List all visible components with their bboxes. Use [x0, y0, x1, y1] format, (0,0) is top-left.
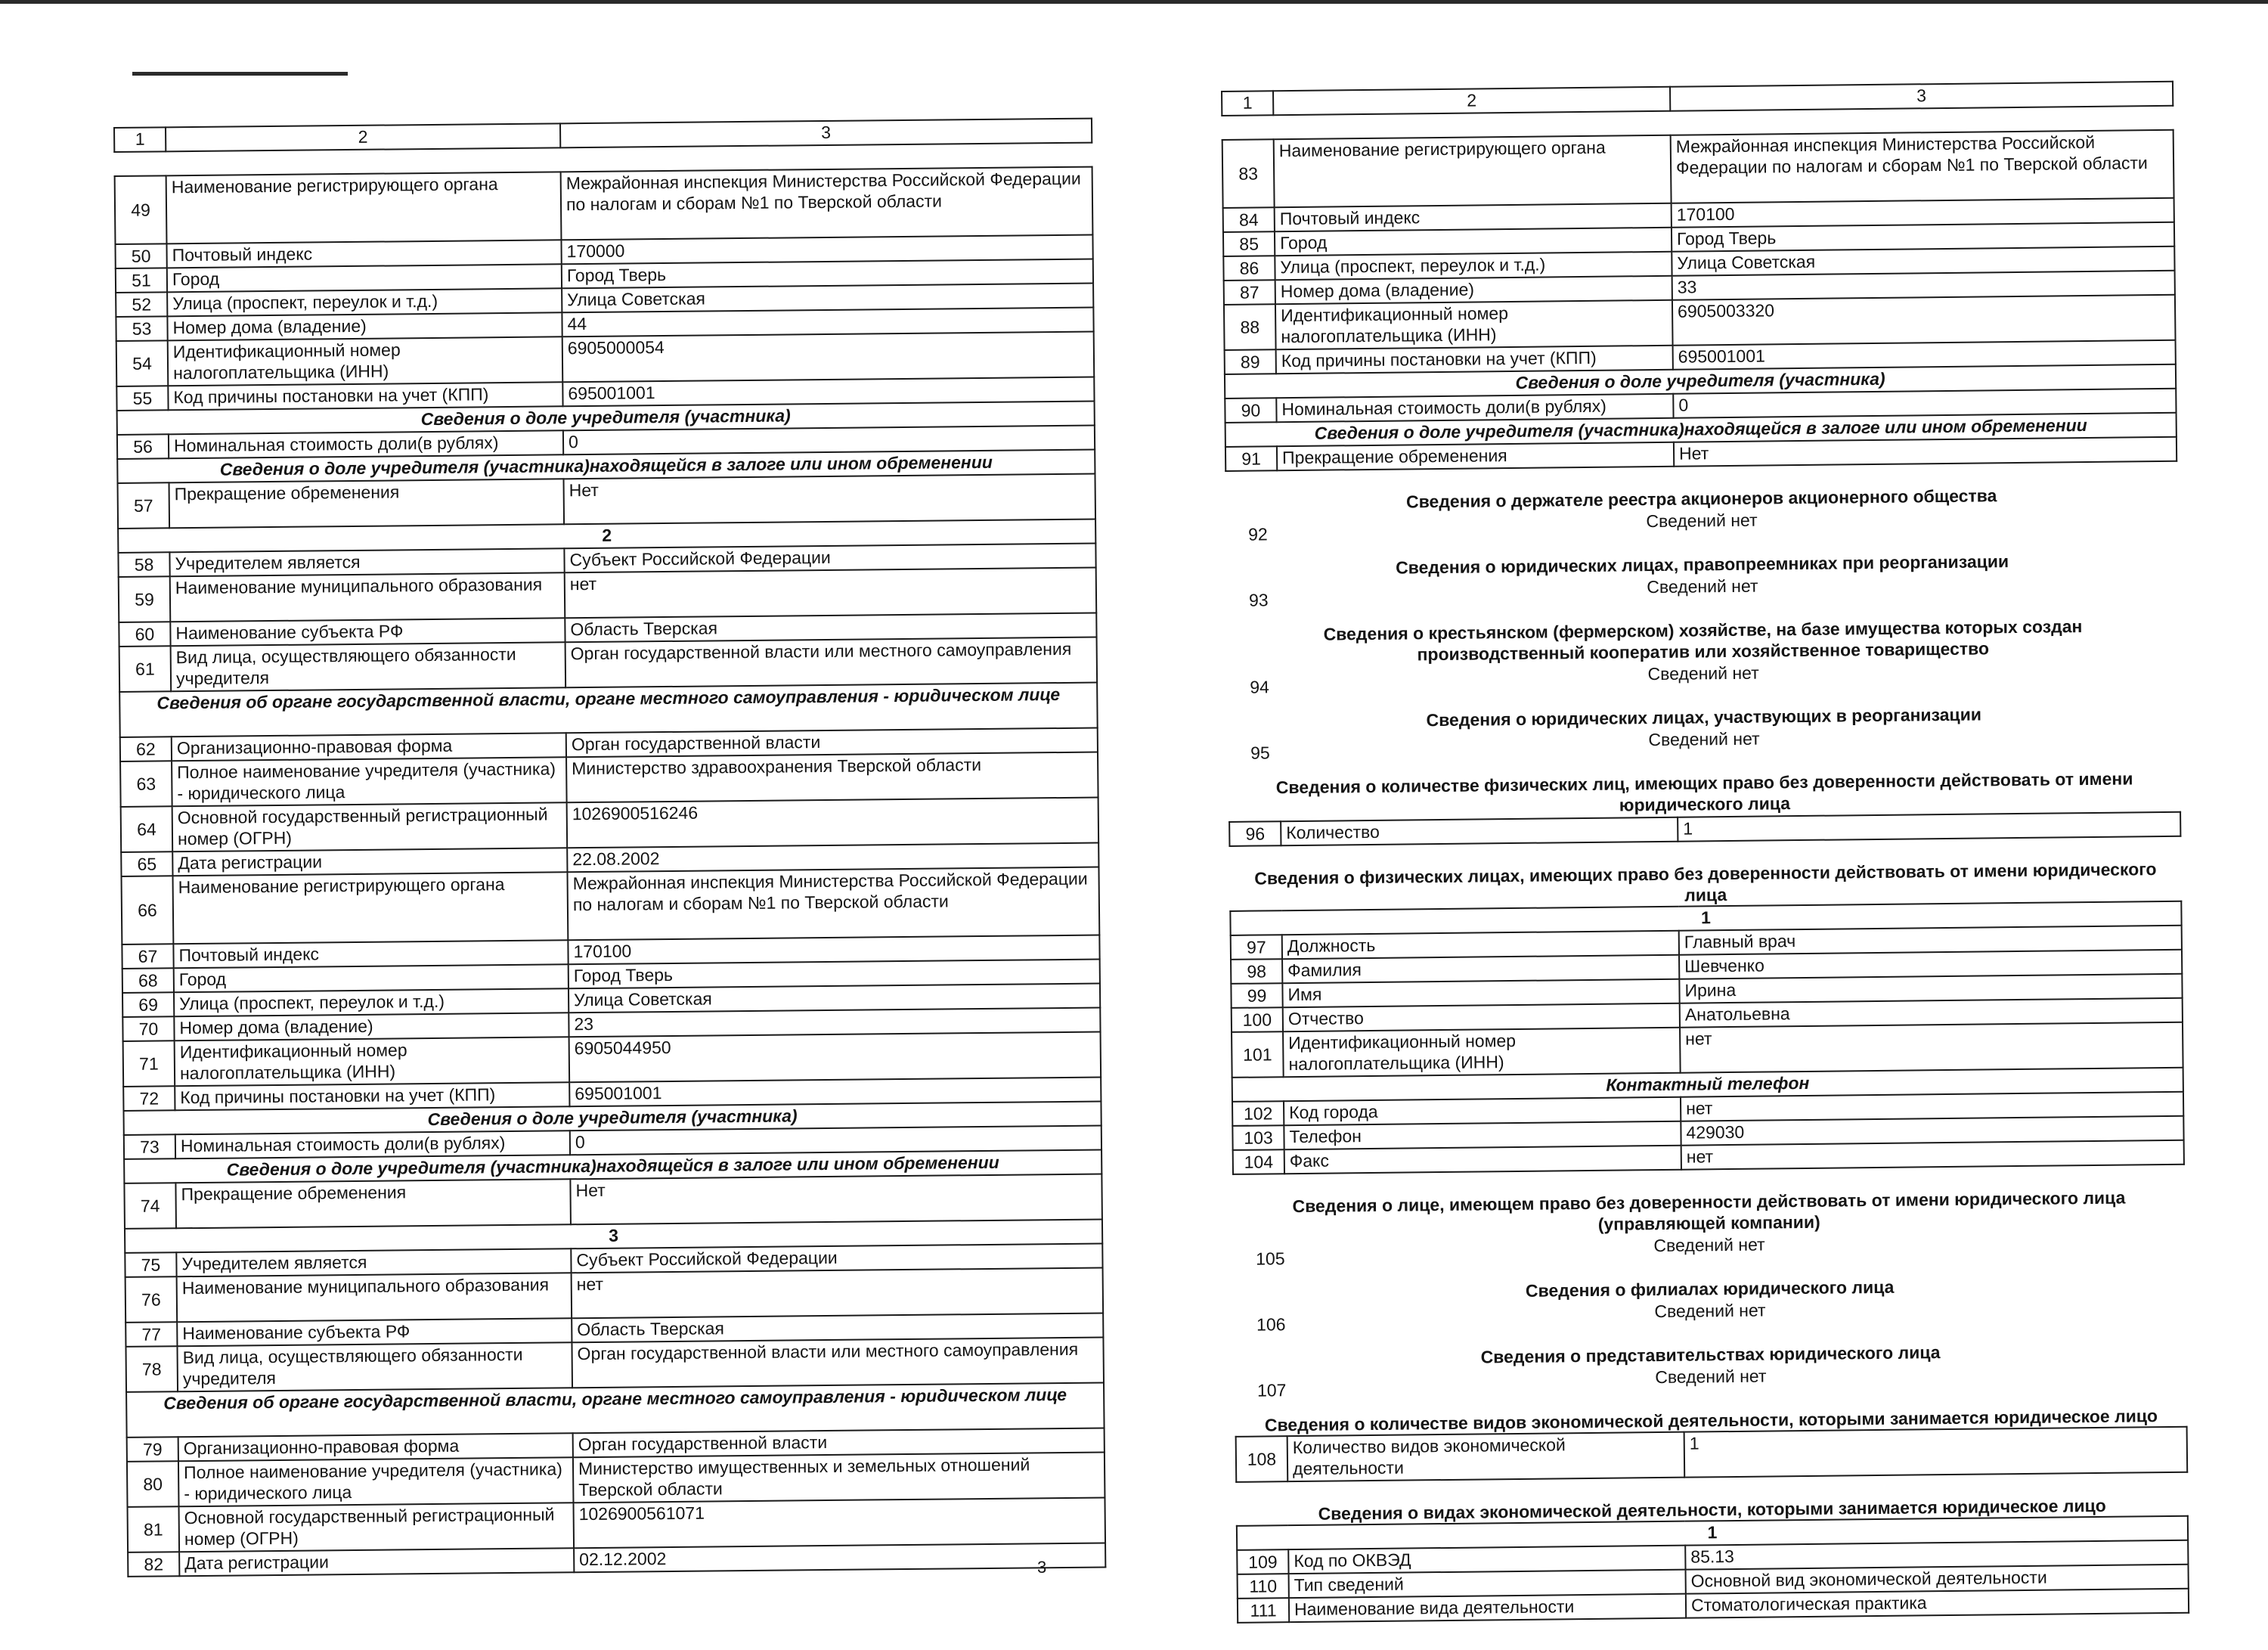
- group-number: 1: [1230, 901, 2181, 935]
- row-value: Город Тверь: [569, 960, 1100, 989]
- row-number: 91: [1225, 446, 1277, 471]
- row-label: Наименование регистрирующего органа: [166, 172, 562, 243]
- persons-title: Сведения о физических лицах, имеющих право без доверенности действовать от имени юридического лица: [1254, 859, 2157, 905]
- row-number: 51: [116, 268, 167, 293]
- info-value: Сведений нет: [1646, 510, 1758, 532]
- row-number: 62: [120, 737, 172, 761]
- row-value: Улица Советская: [569, 984, 1100, 1013]
- row-number: 89: [1225, 349, 1276, 374]
- row-value: Межрайонная инспекция Министерства Российской Федерации по налогам и сборам №1 по Тверской области: [567, 867, 1099, 941]
- row-label: Наименование муниципального образования: [177, 1273, 572, 1322]
- row-label: Код по ОКВЭД: [1288, 1546, 1685, 1574]
- row-label: Идентификационный номер налогоплательщика (ИНН): [1283, 1028, 1681, 1077]
- info-value: Сведений нет: [1647, 575, 1758, 597]
- info-title: Сведения о филиалах юридического лица: [1525, 1276, 1895, 1301]
- persons-table: [1229, 901, 2185, 1175]
- info-number: 105: [1256, 1248, 1285, 1269]
- row-label: Тип сведений: [1289, 1570, 1686, 1598]
- row-number: 55: [116, 386, 168, 411]
- info-block: [1228, 702, 2181, 763]
- row-label: Фамилия: [1282, 955, 1679, 983]
- row-label: Прекращение обременения: [169, 479, 565, 528]
- row-value: 0: [1673, 389, 2176, 418]
- info-title: Сведения о юридических лицах, участвующих в реорганизации: [1426, 704, 1982, 730]
- info-block: [1232, 1186, 2186, 1269]
- row-number: 99: [1231, 983, 1282, 1008]
- row-value: Орган государственной власти: [573, 1428, 1105, 1457]
- row-number: 71: [123, 1041, 175, 1087]
- persons-section: [1229, 858, 2185, 1175]
- row-value: 695001001: [1673, 340, 2176, 370]
- row-number: 73: [124, 1134, 175, 1159]
- right-column-header: [1221, 81, 2174, 116]
- row-label: Основной государственный регистрационный номер (ОГРН): [172, 802, 568, 851]
- info-block: [1225, 549, 2179, 610]
- row-label: Номер дома (владение): [1275, 276, 1672, 304]
- row-value: Город Тверь: [562, 259, 1093, 289]
- group-number: 2: [118, 520, 1095, 553]
- row-value: нет: [1681, 1140, 2184, 1170]
- row-value: Стоматологическая практика: [1686, 1589, 2189, 1618]
- row-number: 57: [118, 482, 170, 529]
- row-number: 63: [120, 761, 172, 807]
- row-number: 68: [122, 968, 174, 993]
- row-label: Количество: [1281, 817, 1678, 845]
- row-label: Наименование субъекта РФ: [177, 1318, 572, 1346]
- row-number: 83: [1222, 139, 1275, 208]
- row-value: Область Тверская: [565, 613, 1096, 643]
- activities-title: Сведения о видах экономической деятельности, которыми занимается юридическое лицо: [1318, 1495, 2106, 1524]
- row-label: Почтовый индекс: [1275, 203, 1672, 231]
- row-value: Субъект Российской Федерации: [564, 544, 1095, 573]
- row-number: 87: [1224, 280, 1275, 305]
- row-value: Министерство здравоохранения Тверской области: [566, 752, 1098, 803]
- section-heading: Сведения о доле учредителя (участника): [123, 1102, 1101, 1135]
- row-label: Наименование субъекта РФ: [170, 618, 565, 646]
- row-label: Полное наименование учредителя (участника) - юридического лица: [178, 1457, 574, 1506]
- row-value: 02.12.2002: [574, 1543, 1105, 1572]
- row-label: Город: [1275, 228, 1672, 256]
- row-value: 1: [1678, 812, 2180, 842]
- activities-table: [1236, 1515, 2189, 1624]
- left-data-table: [114, 166, 1107, 1577]
- row-label: Код города: [1284, 1097, 1681, 1125]
- row-value: Основной вид экономической деятельности: [1686, 1565, 2189, 1594]
- info-number: 93: [1248, 590, 1269, 610]
- row-label: Прекращение обременения: [1277, 442, 1674, 470]
- info-blocks-a: [1225, 483, 2181, 763]
- row-label: Улица (проспект, переулок и т.д.): [167, 288, 562, 316]
- scan-mark: [132, 72, 348, 76]
- col-header-3: 3: [1670, 82, 2173, 111]
- row-number: 82: [128, 1552, 179, 1577]
- row-value: 33: [1672, 271, 2175, 300]
- row-number: 69: [122, 992, 174, 1017]
- row-label: Организационно-правовая форма: [172, 733, 566, 761]
- row-value: 1026900516246: [567, 798, 1099, 848]
- row-value: Область Тверская: [572, 1313, 1103, 1343]
- row-value: нет: [572, 1268, 1104, 1319]
- row-value: нет: [1680, 1022, 2183, 1073]
- info-title: Сведения о держателе реестра акционеров акционерного общества: [1405, 485, 1997, 512]
- row-number: 76: [125, 1276, 178, 1323]
- row-label: Наименование муниципального образования: [170, 572, 565, 622]
- section-heading: Контактный телефон: [1232, 1068, 2183, 1102]
- row-value: Ирина: [1679, 974, 2182, 1003]
- row-label: Улица (проспект, переулок и т.д.): [1275, 252, 1672, 280]
- left-column-header: [113, 118, 1092, 153]
- row-value: 0: [570, 1126, 1101, 1155]
- row-number: 110: [1238, 1574, 1289, 1599]
- row-number: 102: [1232, 1101, 1284, 1126]
- row-value: Главный врач: [1679, 926, 2182, 955]
- row-label: Наименование регистрирующего органа: [173, 872, 569, 944]
- row-value: Межрайонная инспекция Министерства Российской Федерации по налогам и сборам №1 по Тверской области: [561, 167, 1093, 240]
- row-label: Дата регистрации: [179, 1548, 574, 1576]
- row-number: 70: [122, 1016, 174, 1041]
- info-title: Сведения о лице, имеющем право без доверенности действовать от имени юридического лица (управляющей компании): [1292, 1187, 2126, 1234]
- table-row: [122, 867, 1100, 944]
- info-title: Сведения о представительствах юридического лица: [1480, 1342, 1941, 1367]
- row-value: Улица Советская: [562, 284, 1093, 313]
- row-label: Учредителем является: [176, 1248, 571, 1276]
- row-value: 170100: [568, 935, 1099, 965]
- row-number: 80: [127, 1461, 179, 1507]
- row-value: 6905000054: [562, 332, 1095, 383]
- row-label: Наименование вида деятельности: [1289, 1594, 1686, 1622]
- row-value: 1: [1684, 1427, 2188, 1478]
- row-number: 78: [125, 1346, 178, 1392]
- row-value: Министерство имущественных и земельных отношений Тверской области: [573, 1452, 1105, 1503]
- row-value: Субъект Российской Федерации: [571, 1244, 1102, 1273]
- row-number: 103: [1232, 1125, 1284, 1150]
- row-value: 44: [562, 308, 1093, 337]
- row-label: Идентификационный номер налогоплательщика (ИНН): [1275, 300, 1673, 349]
- row-value: Межрайонная инспекция Министерства Российской Федерации по налогам и сборам №1 по Тверской области: [1671, 130, 2174, 203]
- row-label: Основной государственный регистрационный номер (ОГРН): [179, 1503, 575, 1552]
- row-value: Орган государственной власти или местного самоуправления: [572, 1338, 1104, 1388]
- section-heading: Сведения о доле учредителя (участника)находящейся в залоге или ином обременении: [117, 450, 1095, 483]
- section-heading: Сведения о доле учредителя (участника)находящейся в залоге или ином обременении: [1225, 413, 2177, 447]
- table-row: [1222, 130, 2174, 208]
- row-value: нет: [565, 568, 1097, 619]
- row-value: 22.08.2002: [567, 843, 1098, 873]
- row-label: Имя: [1282, 979, 1679, 1007]
- row-value: Улица Советская: [1672, 247, 2174, 276]
- count-section: [1228, 768, 2182, 847]
- info-number: 92: [1248, 524, 1268, 544]
- right-page: [1221, 81, 2189, 1624]
- row-number: 56: [117, 434, 169, 459]
- row-label: Дата регистрации: [172, 848, 567, 876]
- row-number: 109: [1237, 1549, 1288, 1574]
- row-value: Орган государственной власти: [566, 728, 1098, 758]
- row-value: Шевченко: [1679, 950, 2182, 979]
- row-number: 67: [122, 944, 173, 969]
- row-number: 88: [1224, 304, 1276, 350]
- info-number: 106: [1256, 1314, 1286, 1335]
- row-label: Номинальная стоимость доли(в рублях): [169, 430, 563, 458]
- row-label: Идентификационный номер налогоплательщика (ИНН): [175, 1037, 570, 1086]
- row-value: 170000: [561, 235, 1092, 265]
- row-label: Номинальная стоимость доли(в рублях): [175, 1130, 570, 1158]
- row-label: Номер дома (владение): [167, 312, 562, 340]
- row-number: 61: [119, 646, 172, 692]
- row-number: 96: [1229, 821, 1281, 846]
- section-heading: Сведения об органе государственной власти, органе местного самоуправления - юридическом лице: [119, 683, 1098, 737]
- row-number: 85: [1223, 231, 1275, 256]
- row-label: Полное наименование учредителя (участника) - юридического лица: [172, 757, 567, 806]
- row-value: 6905044950: [569, 1032, 1101, 1083]
- row-value: 0: [563, 426, 1095, 455]
- row-value: 1026900561071: [573, 1497, 1105, 1548]
- info-value: Сведений нет: [1655, 1366, 1767, 1388]
- left-page: [113, 118, 1106, 1577]
- info-block: [1234, 1273, 2187, 1335]
- row-label: Город: [174, 964, 569, 992]
- count-title: Сведения о количестве физических лиц, имеющих право без доверенности действовать от имени юридического лица: [1275, 768, 2133, 815]
- row-label: Вид лица, осуществляющего обязанности учредителя: [177, 1342, 572, 1391]
- info-block: [1234, 1339, 2187, 1400]
- row-label: Наименование регистрирующего органа: [1274, 135, 1672, 207]
- row-value: Нет: [1674, 437, 2177, 467]
- row-number: 49: [115, 175, 167, 244]
- group-number: 1: [1237, 1516, 2188, 1550]
- row-label: Прекращение обременения: [175, 1179, 571, 1228]
- col-header-1: 1: [1222, 91, 1273, 116]
- row-number: 101: [1232, 1031, 1284, 1078]
- info-blocks-b: [1232, 1186, 2187, 1400]
- row-label: Код причины постановки на учет (КПП): [168, 382, 562, 410]
- section-heading: Сведения о доле учредителя (участника)находящейся в залоге или ином обременении: [124, 1150, 1101, 1183]
- row-label: Телефон: [1284, 1121, 1681, 1149]
- row-number: 84: [1223, 207, 1275, 232]
- row-value: Город Тверь: [1672, 222, 2174, 252]
- row-number: 81: [128, 1506, 180, 1552]
- table-row: [115, 167, 1093, 244]
- row-number: 111: [1238, 1598, 1289, 1623]
- row-number: 75: [125, 1252, 176, 1277]
- row-number: 54: [116, 340, 169, 386]
- row-label: Учредителем является: [169, 548, 564, 576]
- info-block: [1226, 615, 2180, 697]
- activity-count-title: Сведения о количестве видов экономической деятельности, которыми занимается юридическое лицо: [1264, 1406, 2158, 1435]
- col-header-2: 2: [166, 123, 560, 151]
- row-number: 100: [1232, 1007, 1283, 1032]
- row-number: 77: [125, 1322, 177, 1347]
- info-title: Сведения о юридических лицах, правопреемниках при реорганизации: [1395, 551, 2009, 578]
- row-number: 86: [1223, 256, 1275, 281]
- info-title: Сведения о крестьянском (фермерском) хозяйстве, на базе имущества которых создан производственный кооператив или хозяйственное товарищество: [1323, 616, 2083, 665]
- row-number: 108: [1236, 1436, 1288, 1482]
- info-number: 95: [1250, 743, 1270, 763]
- row-number: 58: [118, 552, 169, 577]
- row-label: Почтовый индекс: [166, 240, 561, 268]
- row-value: Орган государственной власти или местного самоуправления: [565, 637, 1098, 688]
- row-value: нет: [1681, 1092, 2183, 1121]
- row-value: 695001001: [562, 377, 1094, 407]
- row-label: Номинальная стоимость доли(в рублях): [1276, 394, 1673, 422]
- row-value: 170100: [1672, 198, 2174, 228]
- col-header-1: 1: [114, 127, 166, 152]
- row-label: Организационно-правовая форма: [178, 1433, 573, 1461]
- scan-edge: [0, 0, 2268, 4]
- row-label: Улица (проспект, переулок и т.д.): [174, 988, 569, 1016]
- row-number: 98: [1231, 959, 1282, 984]
- row-value: 6905003320: [1672, 295, 2176, 346]
- section-heading: Сведения о доле учредителя (участника): [117, 402, 1095, 435]
- row-number: 64: [121, 806, 173, 852]
- row-value: 429030: [1681, 1116, 2183, 1146]
- row-number: 59: [119, 576, 171, 622]
- row-value: 85.13: [1685, 1540, 2188, 1570]
- row-label: Идентификационный номер налогоплательщика (ИНН): [168, 337, 563, 386]
- row-number: 90: [1225, 398, 1276, 423]
- group-number: 3: [125, 1220, 1102, 1253]
- row-label: Почтовый индекс: [173, 940, 568, 968]
- row-label: Вид лица, осуществляющего обязанности учредителя: [171, 642, 566, 691]
- col-header-2: 2: [1273, 87, 1670, 115]
- row-number: 97: [1231, 935, 1282, 960]
- row-value: Нет: [563, 474, 1095, 525]
- row-number: 65: [121, 851, 172, 876]
- info-value: Сведений нет: [1654, 1300, 1766, 1322]
- row-label: Количество видов экономической деятельности: [1287, 1432, 1685, 1481]
- row-label: Код причины постановки на учет (КПП): [1276, 346, 1673, 374]
- right-data-table: [1222, 129, 2178, 472]
- row-number: 52: [116, 292, 167, 317]
- info-value: Сведений нет: [1653, 1234, 1765, 1256]
- activities-section: [1236, 1494, 2190, 1624]
- row-number: 53: [116, 316, 167, 341]
- row-number: 72: [123, 1086, 175, 1111]
- row-number: 74: [124, 1183, 176, 1229]
- page-number: 3: [1037, 1558, 1047, 1577]
- info-value: Сведений нет: [1647, 662, 1759, 684]
- info-number: 94: [1250, 677, 1269, 697]
- row-value: 23: [569, 1008, 1100, 1037]
- col-header-3: 3: [560, 119, 1092, 148]
- info-number: 107: [1256, 1380, 1287, 1400]
- row-value: Анатольевна: [1680, 998, 2183, 1028]
- row-number: 104: [1233, 1149, 1284, 1174]
- info-value: Сведений нет: [1648, 728, 1760, 750]
- row-label: Отчество: [1283, 1003, 1680, 1031]
- row-label: Должность: [1282, 931, 1679, 959]
- section-heading: Сведения о доле учредителя (участника): [1225, 364, 2176, 399]
- row-label: Номер дома (владение): [174, 1013, 569, 1041]
- row-number: 50: [115, 243, 166, 268]
- row-label: Факс: [1284, 1146, 1681, 1174]
- activity-count-table: [1235, 1426, 2189, 1483]
- row-number: 60: [119, 622, 170, 647]
- row-label: Код причины постановки на учет (КПП): [175, 1082, 569, 1110]
- row-value: 695001001: [569, 1078, 1101, 1107]
- info-block: [1225, 483, 2179, 544]
- activity-count-section: [1235, 1405, 2188, 1483]
- section-heading: Сведения об органе государственной власти, органе местного самоуправления - юридическом лице: [126, 1383, 1105, 1438]
- row-label: Город: [167, 264, 562, 292]
- row-number: 66: [122, 876, 174, 944]
- row-number: 79: [127, 1437, 178, 1462]
- row-value: Нет: [570, 1174, 1102, 1225]
